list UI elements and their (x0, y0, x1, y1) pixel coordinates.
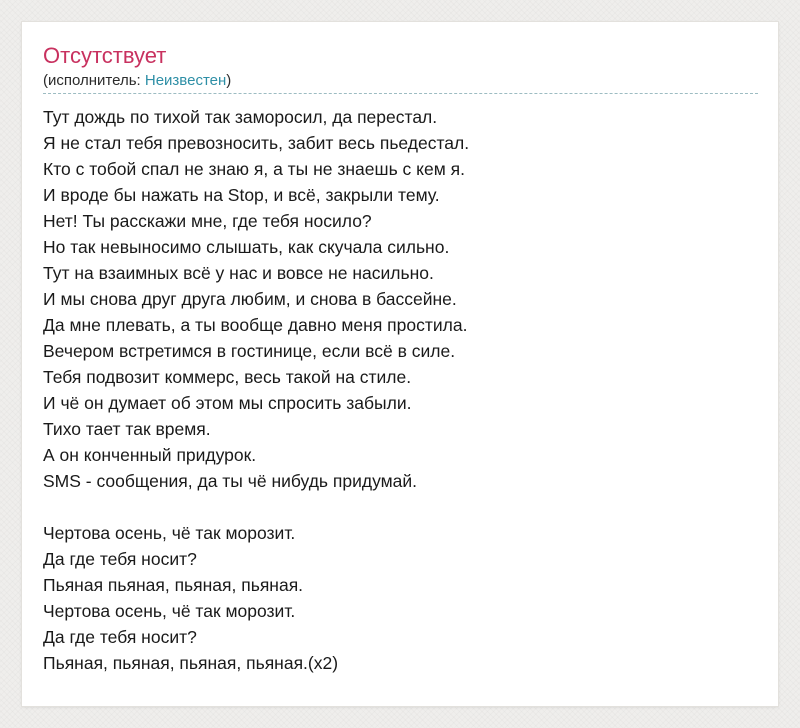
lyric-line: Да где тебя носит? (43, 549, 197, 569)
lyric-line: И вроде бы нажать на Stop, и всё, закрыли тему. (43, 185, 440, 205)
lyric-line: Чертова осень, чё так морозит. (43, 601, 296, 621)
lyric-line: Пьяная, пьяная, пьяная, пьяная.(x2) (43, 653, 339, 673)
song-title: Отсутствует (43, 43, 167, 68)
lyrics-body (43, 104, 758, 676)
artist-line (43, 71, 758, 94)
lyric-line: А он конченный придурок. (43, 445, 257, 465)
lyric-line: Да где тебя носит? (43, 627, 197, 647)
artist-prefix: (исполнитель: (43, 72, 145, 89)
verse-1 (43, 104, 758, 494)
lyric-line: Тебя подвозит коммерс, весь такой на стиле. (43, 367, 412, 387)
lyrics-card (22, 22, 778, 706)
lyric-line: Кто с тобой спал не знаю я, а ты не знаешь с кем я. (43, 159, 465, 179)
lyric-line: Но так невыносимо слышать, как скучала сильно. (43, 237, 450, 257)
artist-link[interactable]: Неизвестен (144, 72, 227, 89)
lyric-line: Пьяная пьяная, пьяная, пьяная. (43, 575, 304, 595)
lyric-line: Тут на взаимных всё у нас и вовсе не насильно. (43, 263, 434, 283)
lyric-line: Я не стал тебя превозносить, забит весь пьедестал. (43, 133, 470, 153)
lyric-line: И мы снова друг друга любим, и снова в бассейне. (43, 289, 457, 309)
artist-suffix: ) (226, 72, 232, 89)
lyric-line: Вечером встретимся в гостинице, если всё в силе. (43, 341, 456, 361)
lyric-line: Тут дождь по тихой так заморосил, да перестал. (43, 107, 438, 127)
lyric-line: И чё он думает об этом мы спросить забыли. (43, 393, 412, 413)
lyric-line: Нет! Ты расскажи мне, где тебя носило? (43, 211, 372, 231)
lyric-line: Чертова осень, чё так морозит. (43, 523, 296, 543)
chorus (43, 520, 758, 676)
lyric-line: SMS - сообщения, да ты чё нибудь придумай. (43, 471, 418, 491)
lyric-line: Тихо тает так время. (43, 419, 211, 439)
lyric-line: Да мне плевать, а ты вообще давно меня простила. (43, 315, 468, 335)
